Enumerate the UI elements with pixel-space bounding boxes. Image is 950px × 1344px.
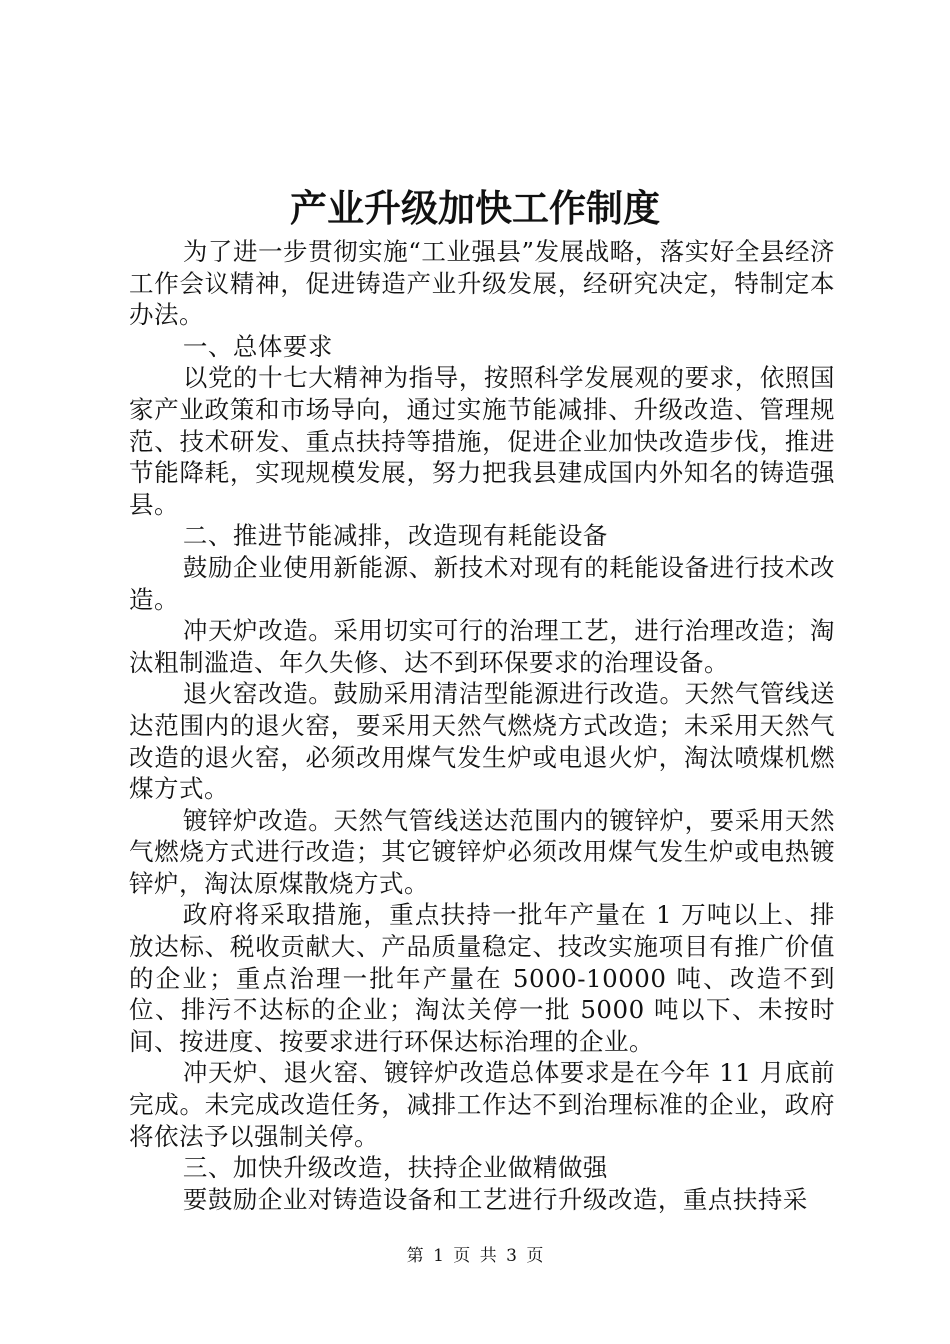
section-heading-2: 二、推进节能减排，改造现有耗能设备 xyxy=(182,521,608,551)
paragraph-intro: 为了进一步贯彻实施“工业强县”发展战略，落实好全县经济工作会议精神，促进铸造产业升级发展，经研究决定，特制定本办法。 xyxy=(129,237,835,330)
paragraph-government-measures: 政府将采取措施，重点扶持一批年产量在 1 万吨以上、排放达标、税收贡献大、产品质量稳定、技改实施项目有推广价值的企业；重点治理一批年产量在 5000-10000 吨、改造不到位、排污不达标的企业；淘汰关停一批 5000 吨以下、未按时间、按进度、按要求进行环保达标治理的企业。 xyxy=(129,900,835,1056)
section-heading-3: 三、加快升级改造，扶持企业做精做强 xyxy=(182,1153,608,1183)
paragraph-cupola-upgrade: 冲天炉改造。采用切实可行的治理工艺，进行治理改造；淘汰粗制滥造、年久失修、达不到环保要求的治理设备。 xyxy=(129,616,835,677)
section-heading-1: 一、总体要求 xyxy=(182,331,333,361)
paragraph-encourage-new-energy: 鼓励企业使用新能源、新技术对现有的耗能设备进行技术改造。 xyxy=(129,552,835,614)
paragraph-upgrade-support: 要鼓励企业对铸造设备和工艺进行升级改造，重点扶持采 xyxy=(182,1184,808,1214)
paragraph-annealing-kiln-upgrade: 退火窑改造。鼓励采用清洁型能源进行改造。天然气管线送达范围内的退火窑，要采用天然气燃烧方式改造；未采用天然气改造的退火窑，必须改用煤气发生炉或电退火炉，淘汰喷煤机燃煤方式。 xyxy=(129,679,835,804)
paragraph-galvanizing-furnace-upgrade: 镀锌炉改造。天然气管线送达范围内的镀锌炉，要采用天然气燃烧方式进行改造；其它镀锌炉必须改用煤气发生炉或电热镀锌炉，淘汰原煤散烧方式。 xyxy=(129,805,835,898)
paragraph-general-requirements: 以党的十七大精神为指导，按照科学发展观的要求，依照国家产业政策和市场导向，通过实施节能减排、升级改造、管理规范、技术研发、重点扶持等措施，促进企业加快改造步伐，推进节能降耗，实现规模发展，努力把我县建成国内外知名的铸造强县。 xyxy=(129,363,835,519)
document-title: 产业升级加快工作制度 xyxy=(290,186,660,230)
page-footer: 第 1 页 共 3 页 xyxy=(406,1246,544,1266)
document-body xyxy=(129,236,835,1215)
paragraph-deadline: 冲天炉、退火窑、镀锌炉改造总体要求是在今年 11 月底前完成。未完成改造任务，减排工作达不到治理标准的企业，政府将依法予以强制关停。 xyxy=(129,1058,835,1151)
